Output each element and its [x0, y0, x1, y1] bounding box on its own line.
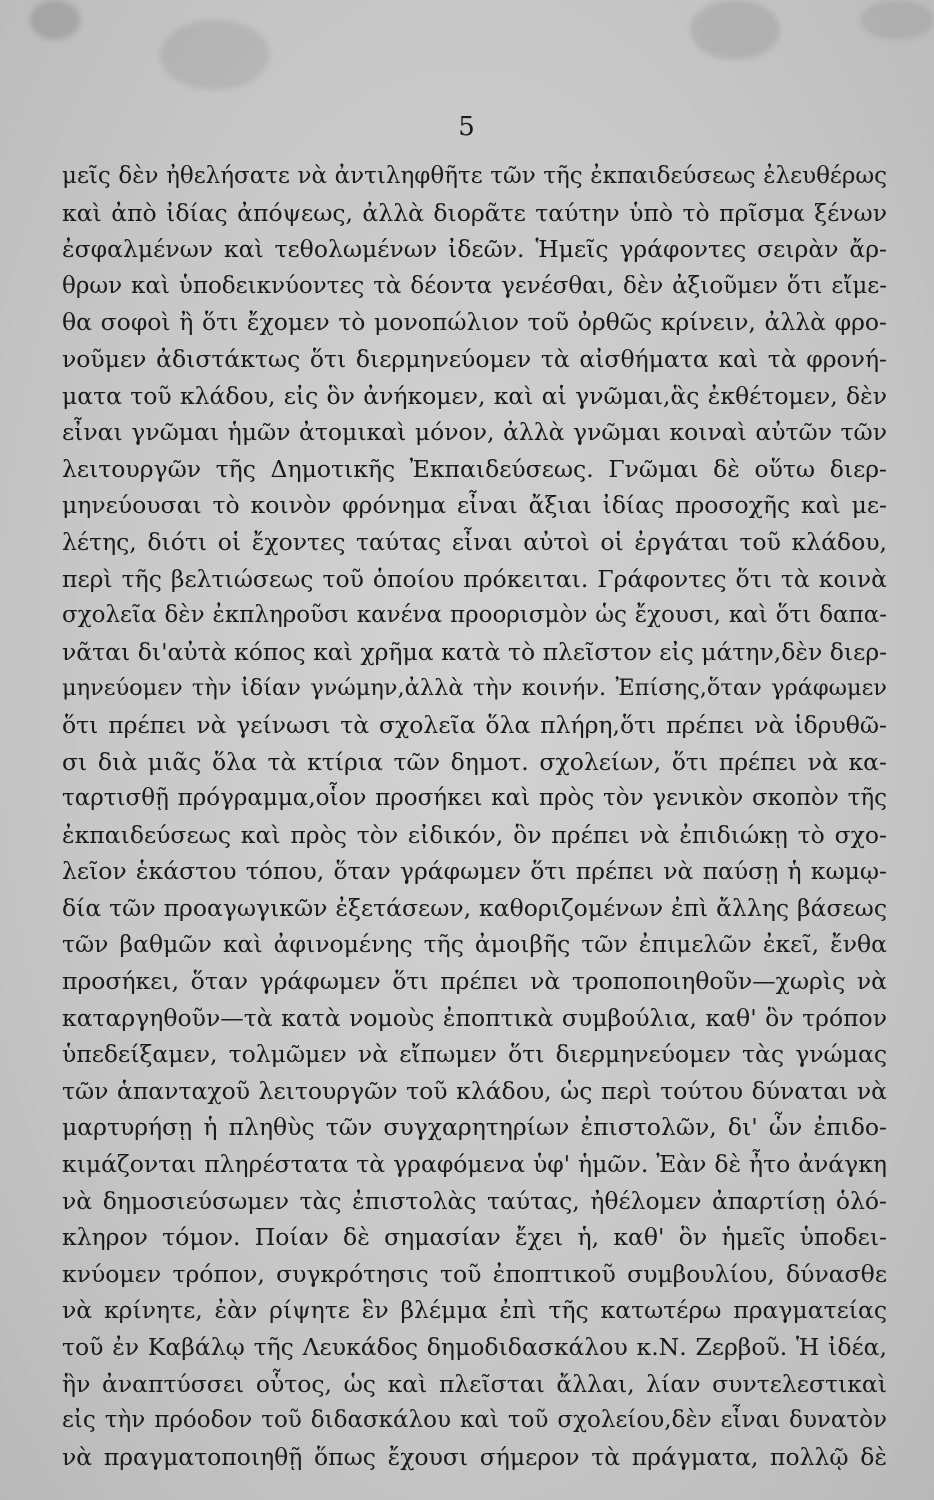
text-line: θρων καὶ ὑποδεικνύοντες τὰ δέοντα γενέσθαι, δὲν ἀξιοῦμεν ὅτι εἴμε-	[62, 272, 887, 299]
ink-stain	[160, 20, 270, 90]
text-line: κνύομεν τρόπον, συγκρότησις τοῦ ἐποπτικοῦ συμβουλίου, δύνασθε	[62, 1259, 887, 1288]
text-line: κληρον τόμον. Ποίαν δὲ σημασίαν ἔχει ἡ, καθ' ὃν ἡμεῖς ὑποδει-	[62, 1223, 887, 1252]
text-line: δία τῶν προαγωγικῶν ἐξετάσεων, καθοριζομένων ἐπὶ ἄλλης βάσεως	[62, 893, 887, 922]
text-line: νοῦμεν ἀδιστάκτως ὅτι διερμηνεύομεν τὰ αἰσθήματα καὶ τὰ φρονή-	[62, 344, 887, 373]
text-line: ἣν ἀναπτύσσει οὗτος, ὡς καὶ πλεῖσται ἄλλαι, λίαν συντελεστικαὶ	[62, 1369, 887, 1398]
text-line: τοῦ ἐν Καβάλῳ τῆς Λευκάδος δημοδιδασκάλου κ.Ν. Ζερβοῦ. Ἡ ἰδέα,	[62, 1333, 887, 1361]
page-number: 5	[458, 112, 476, 142]
text-line: εἶναι γνῶμαι ἡμῶν ἀτομικαὶ μόνον, ἀλλὰ γνῶμαι κοιναὶ αὐτῶν τῶν	[62, 418, 887, 447]
text-line: τῶν ἁπανταχοῦ λειτουργῶν τοῦ κλάδου, ὡς περὶ τούτου δύναται νὰ	[62, 1076, 887, 1105]
text-line: ὅτι πρέπει νὰ γείνωσι τὰ σχολεῖα ὅλα πλήρη,ὅτι πρέπει νὰ ἱδρυθῶ-	[62, 710, 887, 739]
text-line: ἐσφαλμένων καὶ τεθολωμένων ἰδεῶν. Ἡμεῖς γράφοντες σειρὰν ἄρ-	[62, 235, 887, 264]
ink-stain	[690, 0, 780, 60]
text-line: ματα τοῦ κλάδου, εἰς ὃν ἀνήκομεν, καὶ αἱ γνῶμαι,ἃς ἐκθέτομεν, δὲν	[62, 381, 887, 410]
text-line: σι διὰ μιᾶς ὅλα τὰ κτίρια τῶν δημοτ. σχολείων, ὅτι πρέπει νὰ κα-	[62, 747, 887, 776]
ink-stain	[30, 0, 80, 40]
text-line: λέτης, διότι οἱ ἔχοντες ταύτας εἶναι αὐτοὶ οἱ ἐργάται τοῦ κλάδου,	[62, 527, 887, 556]
text-line: νὰ κρίνητε, ἐὰν ρίψητε ἓν βλέμμα ἐπὶ τῆς κατωτέρω πραγματείας	[62, 1296, 887, 1325]
text-line: ἐκπαιδεύσεως καὶ πρὸς τὸν εἰδικόν, ὃν πρέπει νὰ ἐπιδιώκῃ τὸ σχο-	[62, 820, 887, 849]
text-line: μαρτυρήσῃ ἡ πληθὺς τῶν συγχαρητηρίων ἐπιστολῶν, δι' ὧν ἐπιδο-	[62, 1113, 887, 1142]
text-line: ταρτισθῇ πρόγραμμα,οἷον προσήκει καὶ πρὸς τὸν γενικὸν σκοπὸν τῆς	[62, 785, 887, 812]
text-line: νὰ δημοσιεύσωμεν τὰς ἐπιστολὰς ταύτας, ἠθέλομεν ἀπαρτίσῃ ὁλό-	[62, 1186, 887, 1215]
text-line: λεῖον ἑκάστου τόπου, ὅταν γράφωμεν ὅτι πρέπει νὰ παύσῃ ἡ κωμῳ-	[62, 857, 887, 886]
text-line: προσήκει, ὅταν γράφωμεν ὅτι πρέπει νὰ τροποποιηθοῦν—χωρὶς νὰ	[62, 967, 887, 996]
text-line: νᾶται δι'αὐτὰ κόπος καὶ χρῆμα κατὰ τὸ πλεῖστον εἰς μάτην,δὲν διερ-	[62, 637, 887, 666]
text-line: εἰς τὴν πρόοδον τοῦ διδασκάλου καὶ τοῦ σχολείου,δὲν εἶναι δυνατὸν	[62, 1407, 887, 1434]
text-line: σχολεῖα δὲν ἐκπληροῦσι κανένα προορισμὸν ὡς ἔχουσι, καὶ ὅτι δαπα-	[62, 602, 887, 629]
text-line: μηνεύομεν τὴν ἰδίαν γνώμην,ἀλλὰ τὴν κοινήν. Ἐπίσης,ὅταν γράφωμεν	[62, 675, 887, 702]
text-line: μεῖς δὲν ἠθελήσατε νὰ ἀντιληφθῆτε τῶν τῆς ἐκπαιδεύσεως ἐλευθέρως	[62, 163, 887, 189]
text-line: καταργηθοῦν—τὰ κατὰ νομοὺς ἐποπτικὰ συμβούλια, καθ' ὃν τρόπον	[62, 1003, 887, 1032]
text-line: νὰ πραγματοποιηθῇ ὅπως ἔχουσι σήμερον τὰ πράγματα, πολλῷ δὲ	[62, 1442, 887, 1471]
text-line: μηνεύουσαι τὸ κοινὸν φρόνημα εἶναι ἄξιαι ἰδίας προσοχῆς καὶ με-	[62, 491, 887, 520]
text-line: κιμάζονται πληρέστατα τὰ γραφόμενα ὑφ' ἡμῶν. Ἐὰν δὲ ἦτο ἀνάγκη	[62, 1150, 887, 1179]
body-text	[62, 158, 887, 1475]
text-line: καὶ ἀπὸ ἰδίας ἀπόψεως, ἀλλὰ διορᾶτε ταύτην ὑπὸ τὸ πρῖσμα ξένων	[62, 198, 887, 227]
text-line: λειτουργῶν τῆς Δημοτικῆς Ἐκπαιδεύσεως. Γνῶμαι δὲ οὕτω διερ-	[62, 454, 887, 483]
text-line: τῶν βαθμῶν καὶ ἀφινομένης τῆς ἀμοιβῆς τῶν ἐπιμελῶν ἐκεῖ, ἔνθα	[62, 930, 887, 959]
ink-stain	[860, 0, 934, 40]
text-line: θα σοφοὶ ἢ ὅτι ἔχομεν τὸ μονοπώλιον τοῦ ὀρθῶς κρίνειν, ἀλλὰ φρο-	[62, 308, 887, 337]
text-line: ὑπεδείξαμεν, τολμῶμεν νὰ εἴπωμεν ὅτι διερμηνεύομεν τὰς γνώμας	[62, 1040, 887, 1069]
text-line: περὶ τῆς βελτιώσεως τοῦ ὁποίου πρόκειται. Γράφοντες ὅτι τὰ κοινὰ	[62, 564, 887, 593]
